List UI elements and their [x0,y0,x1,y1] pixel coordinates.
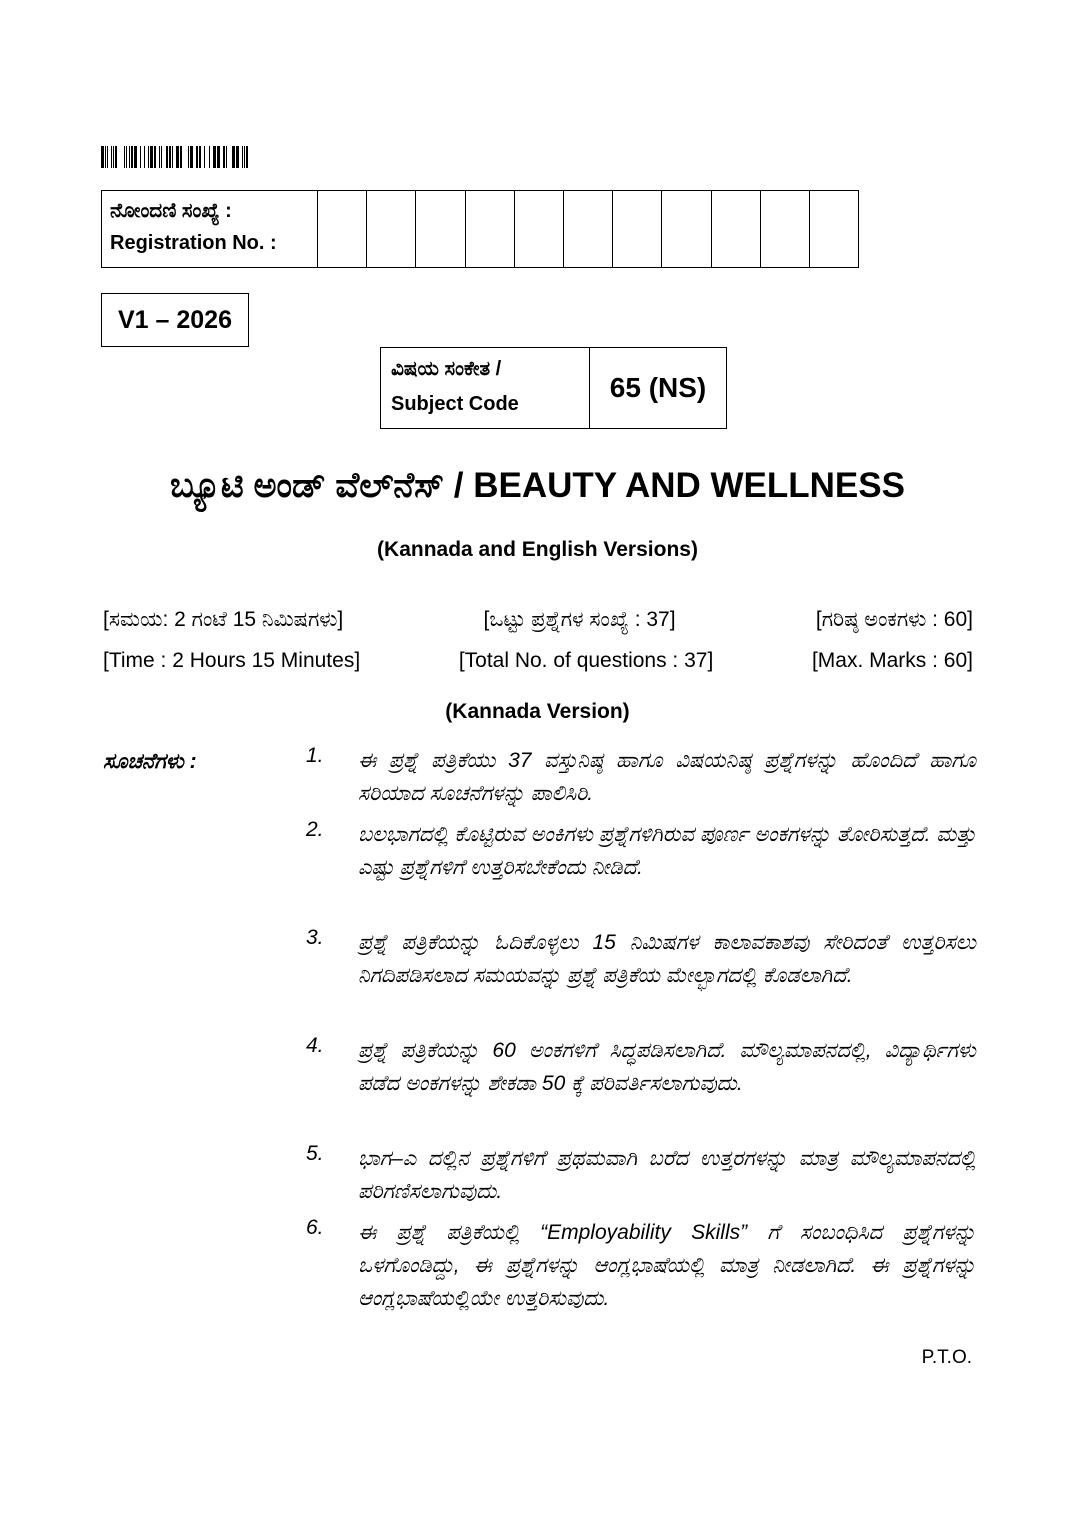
marks-english: [Max. Marks : 60] [811,649,973,672]
barcode-bar [226,146,227,168]
subject-code-value: 65 (NS) [609,372,707,403]
barcode-bar [105,146,106,168]
registration-cell[interactable] [318,191,367,267]
paper-version: V1 – 2026 [101,293,249,347]
barcode-bar [232,146,235,168]
instruction-item [300,818,976,884]
barcode [101,146,251,168]
instruction-number: 2. [306,818,324,841]
barcode-bar [246,146,248,168]
registration-cell[interactable] [367,191,416,267]
barcode-bar [166,146,168,168]
barcode-bar [115,146,117,168]
barcode-bar [107,146,109,168]
barcode-bar [206,146,208,168]
instruction-text: ಪ್ರಶ್ನೆ ಪತ್ರಿಕೆಯನ್ನು ಓದಿಕೊಳ್ಳಲು 15 ನಿಮಿಷಗಳ ಕಾಲಾವಕಾಶವು ಸೇರಿದಂತೆ ಉತ್ತರಿಸಲು ನಿಗದಿಪಡಿಸಲಾದ ಸಮಯವನ್ನು ಪ್ರಶ್ನೆ ಪತ್ರಿಕೆಯ ಮೇಲ್ಭಾಗದಲ್ಲಿ ಕೊಡಲಾಗಿದೆ. [358,931,976,987]
instruction-number: 4. [306,1034,324,1057]
barcode-bar [101,146,104,168]
barcode-bar [244,146,245,168]
barcode-bar [200,146,201,168]
instructions-label: ಸೂಚನೆಗಳು : [103,750,197,773]
instruction-text: ಬಲಭಾಗದಲ್ಲಿ ಕೊಟ್ಟಿರುವ ಅಂಕಿಗಳು ಪ್ರಶ್ನೆಗಳಿಗಿರುವ ಪೂರ್ಣ ಅಂಕಗಳನ್ನು ತೋರಿಸುತ್ತದೆ. ಮತ್ತು ಎಷ್ಟು ಪ್ರಶ್ನೆಗಳಿಗೆ ಉತ್ತರಿಸಬೇಕೆಂದು ನೀಡಿದೆ. [358,823,976,879]
barcode-bar [213,146,216,168]
registration-cell[interactable] [662,191,711,267]
barcode-bar [113,146,114,168]
barcode-bar [163,146,164,168]
barcode-bar [150,146,153,168]
instruction-item [300,926,976,992]
subject-code-box [380,347,727,429]
barcode-bar [172,146,173,168]
barcode-bar [180,146,181,168]
instruction-item [300,1142,976,1208]
subject-code-label-english: Subject Code [391,393,519,415]
instruction-item [300,1216,976,1315]
barcode-bar [218,146,220,168]
barcode-bar [169,146,171,168]
barcode-bar [217,146,218,168]
registration-cell[interactable] [613,191,662,267]
barcode-bar [181,146,182,168]
subject-code-label-kannada: ವಿಷಯ ಸಂಕೇತ / [391,358,502,380]
instruction-item [300,1034,976,1100]
instruction-text: ಈ ಪ್ರಶ್ನೆ ಪತ್ರಿಕೆಯು 37 ವಸ್ತುನಿಷ್ಠ ಹಾಗೂ ವಿಷಯನಿಷ್ಠ ಪ್ರಶ್ನೆಗಳನ್ನು ಹೊಂದಿದೆ ಹಾಗೂ ಸರಿಯಾದ ಸೂಚನೆಗಳನ್ನು ಪಾಲಿಸಿರಿ. [358,749,976,805]
page-turn-over: P.T.O. [921,1347,972,1368]
barcode-bar [209,146,210,168]
exam-info-english [103,649,973,673]
barcode-bar [236,146,237,168]
marks-kannada: [ಗರಿಷ್ಠ ಅಂಕಗಳು : 60] [815,608,973,631]
instruction-text: ಭಾಗ–ಎ ದಲ್ಲಿನ ಪ್ರಶ್ನೆಗಳಿಗೆ ಪ್ರಥಮವಾಗಿ ಬರೆದ ಉತ್ತರಗಳನ್ನು ಮಾತ್ರ ಮೌಲ್ಯಮಾಪನದಲ್ಲಿ ಪರಿಗಣಿಸಲಾಗುವುದು. [358,1147,976,1203]
instruction-number: 1. [306,744,324,767]
registration-cell[interactable] [712,191,761,267]
exam-info-kannada [103,608,973,632]
barcode-bar [228,146,229,168]
time-english: [Time : 2 Hours 15 Minutes] [103,649,361,672]
version-heading: (Kannada Version) [445,700,630,723]
barcode-bar [148,146,149,168]
instruction-item [300,744,976,810]
subject-code-label [381,348,590,428]
barcode-bar [159,146,160,168]
barcode-bar [237,146,239,168]
barcode-bar [144,146,146,168]
barcode-bar [120,146,123,168]
barcode-bar [154,146,156,168]
registration-cell[interactable] [515,191,564,267]
barcode-bar [111,146,112,168]
barcode-bar [242,146,243,168]
barcode-bar [134,146,137,168]
registration-cell[interactable] [466,191,515,267]
barcode-bar [161,146,162,168]
barcode-bar [204,146,205,168]
questions-kannada: [ಒಟ್ಟು ಪ್ರಶ್ನೆಗಳ ಸಂಖ್ಯೆ : 37] [483,608,676,631]
barcode-bar [129,146,130,168]
barcode-bar [176,146,179,168]
barcode-bar [185,146,187,168]
instruction-number: 3. [306,926,324,949]
barcode-bar [196,146,198,168]
registration-label-english: Registration No. : [110,232,277,254]
barcode-bar [223,146,225,168]
registration-label [102,191,318,267]
instruction-number: 6. [306,1216,324,1239]
time-kannada: [ಸಮಯ: 2 ಗಂಟೆ 15 ನಿಮಿಷಗಳು] [103,608,344,631]
barcode-bar [190,146,193,168]
registration-cell[interactable] [761,191,810,267]
questions-english: [Total No. of questions : 37] [458,649,714,672]
instruction-number: 5. [306,1142,324,1165]
barcode-bar [126,146,127,168]
registration-cell[interactable] [416,191,465,267]
instruction-text: ಪ್ರಶ್ನೆ ಪತ್ರಿಕೆಯನ್ನು 60 ಅಂಕಗಳಿಗೆ ಸಿದ್ಧಪಡಿಸಲಾಗಿದೆ. ಮೌಲ್ಯಮಾಪನದಲ್ಲಿ, ವಿದ್ಯಾರ್ಥಿಗಳು ಪಡೆದ ಅಂಕಗಳನ್ನು ಶೇಕಡಾ 50 ಕ್ಕೆ ಪರಿವರ್ತಿಸಲಾಗುವುದು. [358,1039,976,1095]
registration-cell[interactable] [564,191,613,267]
barcode-bar [199,146,200,168]
barcode-bar [142,146,143,168]
barcode-bar [124,146,125,168]
paper-title: ಬ್ಯೂಟಿ ಅಂಡ್ ವೆಲ್‌ನೆಸ್ / BEAUTY AND WELLNESS [170,466,905,505]
barcode-bar [131,146,133,168]
barcode-bar [140,146,141,168]
paper-subtitle: (Kannada and English Versions) [377,538,698,561]
registration-box [101,190,859,268]
barcode-bar [188,146,189,168]
registration-cell[interactable] [810,191,858,267]
instruction-text: ಈ ಪ್ರಶ್ನೆ ಪತ್ರಿಕೆಯಲ್ಲಿ “Employability Skills” ಗೆ ಸಂಬಂಧಿಸಿದ ಪ್ರಶ್ನೆಗಳನ್ನು ಒಳಗೊಂಡಿದ್ದು, ಈ ಪ್ರಶ್ನೆಗಳನ್ನು ಆಂಗ್ಲಭಾಷೆಯಲ್ಲಿ ಮಾತ್ರ ನೀಡಲಾಗಿದೆ. ಈ ಪ್ರಶ್ನೆಗಳನ್ನು ಆಂಗ್ಲಭಾಷೆಯಲ್ಲಿಯೇ ಉತ್ತರಿಸುವುದು. [358,1221,976,1310]
registration-cells [318,191,858,267]
registration-label-kannada: ನೋಂದಣಿ ಸಂಖ್ಯೆ : [110,200,232,222]
